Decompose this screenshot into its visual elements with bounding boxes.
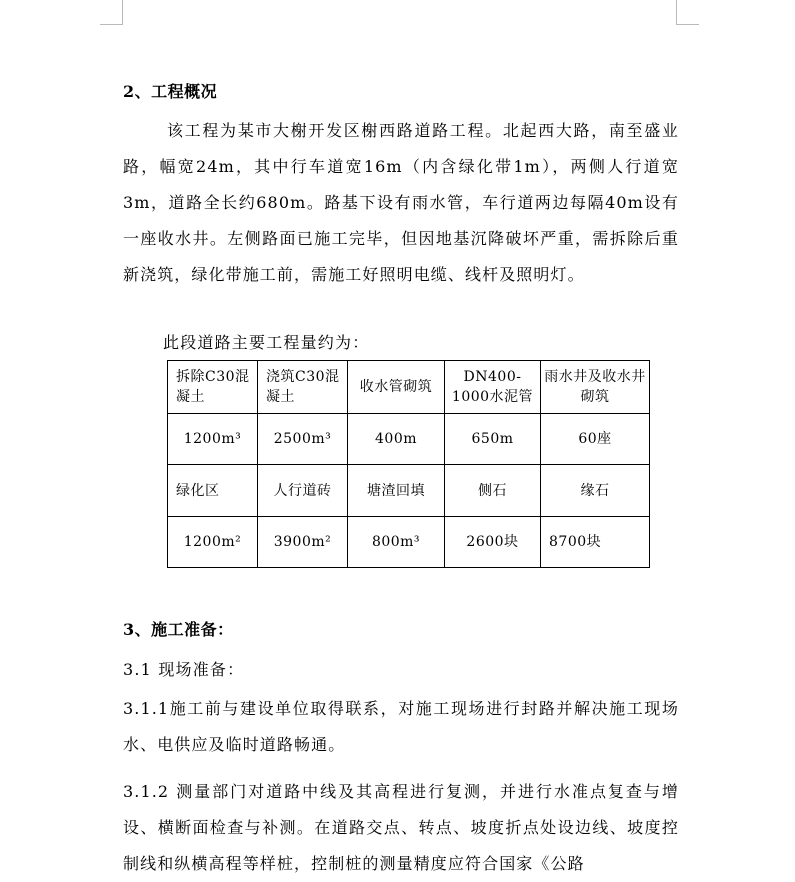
table-cell: 400m — [348, 414, 445, 465]
project-overview-paragraph: 该工程为某市大榭开发区榭西路道路工程。北起西大路，南至盛业路，幅宽24m，其中行车道宽16m（内含绿化带1m），两侧人行道宽3m，道路全长约680m。路基下设有雨水管，车行道两边每隔40m设有一座收水井。左侧路面已施工完毕，但因地基沉降破坏严重，需拆除后重新浇筑，绿化带施工前，需施工好照明电缆、线杆及照明灯。 — [123, 121, 679, 284]
table-row — [168, 361, 650, 414]
table-cell: 650m — [445, 414, 541, 465]
table-cell: 缘石 — [541, 465, 650, 517]
table-cell: 3900m² — [258, 517, 348, 568]
table-cell: 收水管砌筑 — [348, 361, 445, 414]
table-cell: 60座 — [541, 414, 650, 465]
table-cell: 8700块 — [541, 517, 650, 568]
table-cell: 雨水井及收水井砌筑 — [541, 361, 650, 414]
table-row — [168, 517, 650, 568]
crop-mark-left-horizontal — [100, 24, 123, 25]
table-cell: 浇筑C30混凝土 — [258, 361, 348, 414]
table-cell: 拆除C30混凝土 — [168, 361, 258, 414]
item-3-1-1: 3.1.1施工前与建设单位取得联系，对施工现场进行封路并解决施工现场水、电供应及临时道路畅通。 — [123, 699, 679, 754]
crop-mark-right-horizontal — [676, 24, 699, 25]
table-cell: 2500m³ — [258, 414, 348, 465]
table-cell: 2600块 — [445, 517, 541, 568]
table-cell: 塘渣回填 — [348, 465, 445, 517]
subsection-3-1: 3.1 现场准备： — [123, 660, 245, 679]
table-cell: 人行道砖 — [258, 465, 348, 517]
table-cell: 1200m³ — [168, 414, 258, 465]
item-3-1-2: 3.1.2 测量部门对道路中线及其高程进行复测，并进行水准点复查与增设、横断面检查与补测。在道路交点、转点、坡度折点处设边线、坡度控制线和纵横高程等样桩，控制桩的测量精度应符合国家《公路 — [123, 782, 679, 873]
table-cell: 侧石 — [445, 465, 541, 517]
table-row — [168, 414, 650, 465]
table-intro: 此段道路主要工程量约为： — [163, 333, 370, 352]
table-cell: DN400-1000水泥管 — [445, 361, 541, 414]
table-cell: 800m³ — [348, 517, 445, 568]
section-2-heading: 2、工程概况 — [123, 82, 218, 101]
quantity-table — [167, 360, 650, 568]
section-3-heading: 3、施工准备： — [123, 620, 234, 639]
table-cell: 绿化区 — [168, 465, 258, 517]
crop-mark-right-vertical — [676, 0, 677, 24]
table-row — [168, 465, 650, 517]
table-cell: 1200m² — [168, 517, 258, 568]
crop-mark-left-vertical — [122, 0, 123, 24]
